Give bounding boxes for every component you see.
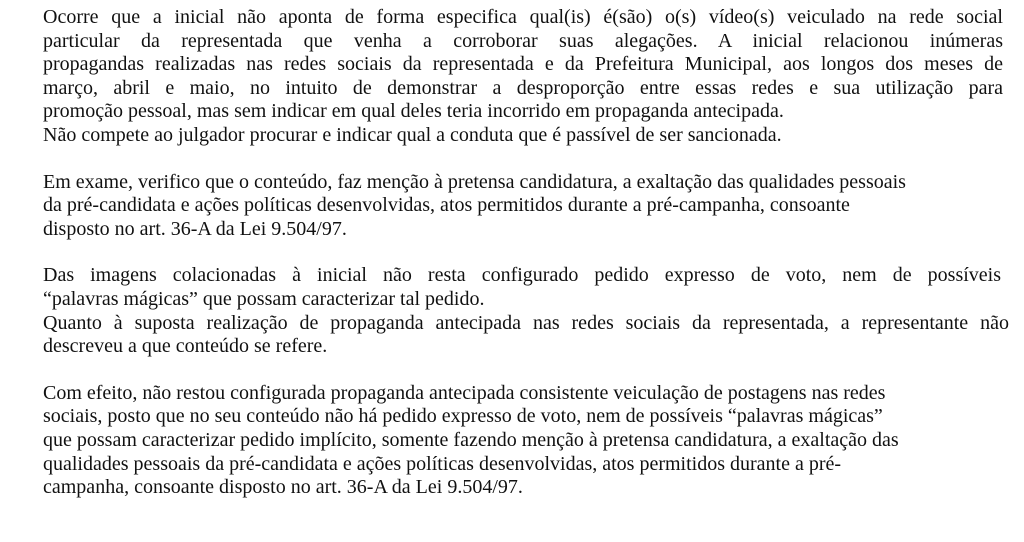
text-line: que possam caracterizar pedido implícito, somente fazendo menção à pretensa candidatura, a exaltação das (43, 428, 899, 451)
paragraph-4 (43, 382, 1013, 500)
text-line: qualidades pessoais da pré-candidata e ações políticas desenvolvidas, atos permitidos durante a pré- (43, 452, 842, 475)
text-line: descreveu a que conteúdo se refere. (43, 335, 328, 358)
text-line: março, abril e maio, no intuito de demonstrar a desproporção entre essas redes e sua utilização para (43, 76, 1003, 99)
text-line: Não compete ao julgador procurar e indicar qual a conduta que é passível de ser sancionada. (43, 123, 782, 146)
text-line: promoção pessoal, mas sem indicar em qual deles teria incorrido em propaganda antecipada. (43, 100, 784, 123)
text-line: Com efeito, não restou configurada propaganda antecipada consistente veiculação de postagens nas redes (43, 381, 886, 404)
text-line: disposto no art. 36-A da Lei 9.504/97. (43, 217, 347, 240)
text-line: “palavras mágicas” que possam caracterizar tal pedido. (43, 287, 485, 310)
text-line: propagandas realizadas nas redes sociais da representada e da Prefeitura Municipal, aos longos dos meses de (43, 53, 1003, 76)
text-line: Das imagens colacionadas à inicial não resta configurado pedido expresso de voto, nem de possíveis (43, 264, 1001, 287)
text-line: Em exame, verifico que o conteúdo, faz menção à pretensa candidatura, a exaltação das qualidades pessoais (43, 170, 906, 193)
text-line: particular da representada que venha a corroborar suas alegações. A inicial relacionou inúmeras (43, 29, 1003, 52)
paragraph-1 (43, 6, 1013, 148)
text-line: da pré-candidata e ações políticas desenvolvidas, atos permitidos durante a pré-campanha, consoante (43, 194, 850, 217)
text-line: campanha, consoante disposto no art. 36-A da Lei 9.504/97. (43, 476, 523, 499)
text-line: sociais, posto que no seu conteúdo não há pedido expresso de voto, nem de possíveis “palavras mágicas” (43, 405, 883, 428)
text-line: Quanto à suposta realização de propaganda antecipada nas redes sociais da representada, a representante não (43, 311, 1009, 334)
document-page (43, 6, 1013, 500)
paragraph-spacer (43, 241, 1013, 264)
paragraph-3 (43, 264, 1013, 358)
paragraph-2 (43, 171, 1013, 242)
text-line: Ocorre que a inicial não aponta de forma especifica qual(is) é(são) o(s) vídeo(s) veiculado na rede social (43, 6, 1003, 28)
paragraph-spacer (43, 148, 1013, 171)
paragraph-spacer (43, 359, 1013, 382)
